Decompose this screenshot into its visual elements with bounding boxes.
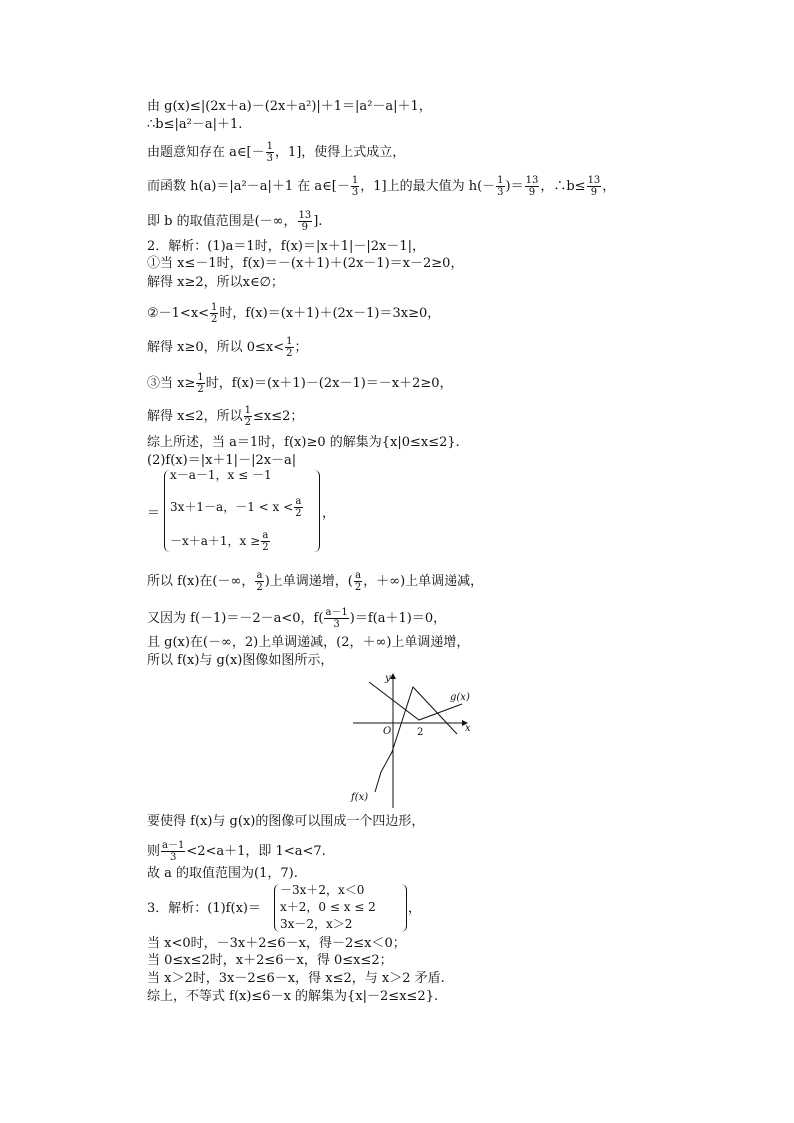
x-axis-label: x <box>465 723 471 734</box>
numerator: 1 <box>244 405 252 416</box>
numerator: 1 <box>286 336 293 347</box>
right-brace <box>401 884 407 932</box>
text-line: 解得 x≥2，所以x∈∅； <box>147 275 284 290</box>
denominator: 2 <box>262 542 269 553</box>
denominator: 2 <box>354 582 362 593</box>
text-line: 2．解析：(1)a＝1时，f(x)＝|x＋1|－|2x－1|， <box>147 239 425 254</box>
text-line: 故 a 的取值范围为(1，7). <box>147 866 298 881</box>
fraction <box>244 405 252 428</box>
function-graph <box>345 668 475 810</box>
text-segment: 即 b 的取值范围是(－∞， <box>147 214 297 229</box>
piecewise-case: 3x－2，x＞2 <box>280 917 353 931</box>
numerator: a－1 <box>325 607 348 618</box>
f-label: f(x) <box>351 792 369 803</box>
text-segment: 解得 x≤2，所以 <box>147 409 243 424</box>
piecewise-case: －3x＋2，x＜0 <box>280 883 365 897</box>
text-segment: 3．解析：(1)f(x)＝ <box>147 901 261 916</box>
text-segment: )＝ <box>505 179 524 194</box>
text-segment: ， <box>322 506 336 521</box>
fraction <box>266 141 274 164</box>
denominator: 2 <box>286 348 293 359</box>
text-segment: 时，f(x)＝(x＋1)＋(2x－1)＝3x≥0， <box>219 306 441 321</box>
text-line: 且 g(x)在(－∞，2)上单调递减，(2，＋∞)上单调递增， <box>147 635 470 650</box>
text-segment: <2<a＋1，即 1<a<7. <box>186 844 326 859</box>
fraction <box>324 607 348 630</box>
fraction <box>351 175 359 198</box>
denominator: 9 <box>301 222 309 233</box>
denominator: 9 <box>590 187 598 198</box>
fraction <box>261 530 269 553</box>
fraction <box>196 372 204 395</box>
text-segment: 所以 f(x)在(－∞， <box>147 574 255 589</box>
text-segment: 时，f(x)＝(x＋1)－(2x－1)＝－x＋2≥0， <box>205 376 453 391</box>
text-line: 由 g(x)≤|(2x＋a)－(2x＋a²)|＋1＝|a²－a|＋1， <box>147 99 432 114</box>
text-segment: 则 <box>147 844 161 859</box>
text-segment: ，1]上的最大值为 h(－ <box>360 179 496 194</box>
text-line: (2)f(x)＝|x＋1|－|2x－a| <box>147 453 297 468</box>
text-segment: ≤x≤2； <box>253 409 304 424</box>
text-segment: 解得 x≥0，所以 0≤x< <box>147 340 285 355</box>
text-segment: 3x＋1－a，－1 < x < <box>170 500 294 514</box>
fraction <box>496 175 504 198</box>
denominator: 3 <box>169 852 177 863</box>
origin-label: O <box>383 726 392 737</box>
numerator: a <box>295 496 302 507</box>
text-line <box>147 570 483 593</box>
text-line <box>147 175 615 198</box>
numerator: a <box>355 570 362 581</box>
fraction <box>298 210 313 233</box>
piecewise-case <box>170 496 304 519</box>
text-segment: )＝f(a＋1)＝0， <box>349 611 447 626</box>
text-line: 综上，不等式 f(x)≤6－x 的解集为{x|－2≤x≤2}. <box>147 989 439 1004</box>
denominator: 2 <box>256 582 263 593</box>
text-segment: ， <box>602 179 616 194</box>
y-axis-label: y <box>385 673 391 684</box>
numerator: 13 <box>525 175 539 186</box>
text-line: 当 0≤x≤2时，x＋2≤6－x，得 0≤x≤2； <box>147 953 393 968</box>
text-segment: 又因为 f(－1)＝－2－a<0，f( <box>147 611 324 626</box>
text-line: 所以 f(x)与 g(x)图像如图所示， <box>147 653 334 668</box>
text-segment: ，∴b≤ <box>540 179 586 194</box>
text-line <box>147 336 308 359</box>
text-line: ∴b≤|a²－a|＋1. <box>147 117 243 132</box>
fraction <box>587 175 602 198</box>
text-segment: ，1]，使得上式成立， <box>274 145 406 160</box>
text-segment: －x＋a＋1，x ≥ <box>170 534 261 548</box>
text-segment: ，＋∞)上单调递减， <box>363 574 484 589</box>
fraction <box>525 175 540 198</box>
text-segment: ； <box>294 340 308 355</box>
denominator: 2 <box>197 384 204 395</box>
text-line <box>147 372 453 395</box>
denominator: 3 <box>266 153 273 164</box>
text-line: 当 x＞2时，3x－2≤6－x，得 x≤2，与 x＞2 矛盾. <box>147 971 445 986</box>
piecewise-case: x－a－1，x ≤ －1 <box>170 468 272 482</box>
numerator: 1 <box>351 175 359 186</box>
numerator: a <box>262 530 269 541</box>
fraction <box>210 302 218 325</box>
numerator: 1 <box>497 175 504 186</box>
fraction <box>354 570 362 593</box>
piecewise-case <box>170 530 271 553</box>
denominator: 2 <box>295 508 302 519</box>
text-segment: ③当 x≥ <box>147 376 196 391</box>
denominator: 3 <box>497 187 504 198</box>
fraction <box>161 840 185 863</box>
piecewise-case: x＋2，0 ≤ x ≤ 2 <box>280 900 376 914</box>
text-segment: )上单调递增，( <box>264 574 353 589</box>
text-segment: ②－1<x< <box>147 306 210 321</box>
text-line: 综上所述，当 a＝1时，f(x)≥0 的解集为{x|0≤x≤2}. <box>147 435 460 450</box>
equals-sign: ＝ <box>147 506 161 521</box>
text-line <box>147 141 405 164</box>
denominator: 2 <box>244 417 252 428</box>
g-graph <box>369 682 462 720</box>
tick-label: 2 <box>417 727 424 738</box>
numerator: 1 <box>211 302 218 313</box>
text-segment: 而函数 h(a)＝|a²－a|＋1 在 a∈[－ <box>147 179 350 194</box>
text-line: ①当 x≤－1时，f(x)＝－(x＋1)＋(2x－1)＝x－2≥0， <box>147 256 464 271</box>
text-line <box>147 840 326 863</box>
numerator: 1 <box>266 141 273 152</box>
text-line <box>147 607 446 630</box>
numerator: 13 <box>298 210 312 221</box>
numerator: a－1 <box>162 840 185 851</box>
right-brace <box>313 470 320 552</box>
denominator: 3 <box>333 619 340 630</box>
text-line: 当 x<0时，－3x＋2≤6－x，得－2≤x＜0； <box>147 936 406 951</box>
text-segment: ， <box>408 901 422 916</box>
text-line <box>147 405 303 428</box>
text-segment: ]. <box>313 214 323 229</box>
text-line: 要使得 f(x)与 g(x)的图像可以围成一个四边形， <box>147 814 425 829</box>
denominator: 9 <box>528 187 536 198</box>
denominator: 3 <box>351 187 359 198</box>
fraction <box>255 570 263 593</box>
fraction <box>285 336 293 359</box>
f-graph <box>375 687 457 792</box>
denominator: 2 <box>211 314 218 325</box>
fraction <box>294 496 302 519</box>
g-label: g(x) <box>450 692 470 703</box>
text-line <box>147 302 440 325</box>
text-segment: 由题意知存在 a∈[－ <box>147 145 265 160</box>
text-line <box>147 210 322 233</box>
numerator: 13 <box>587 175 601 186</box>
numerator: a <box>256 570 263 581</box>
numerator: 1 <box>197 372 204 383</box>
